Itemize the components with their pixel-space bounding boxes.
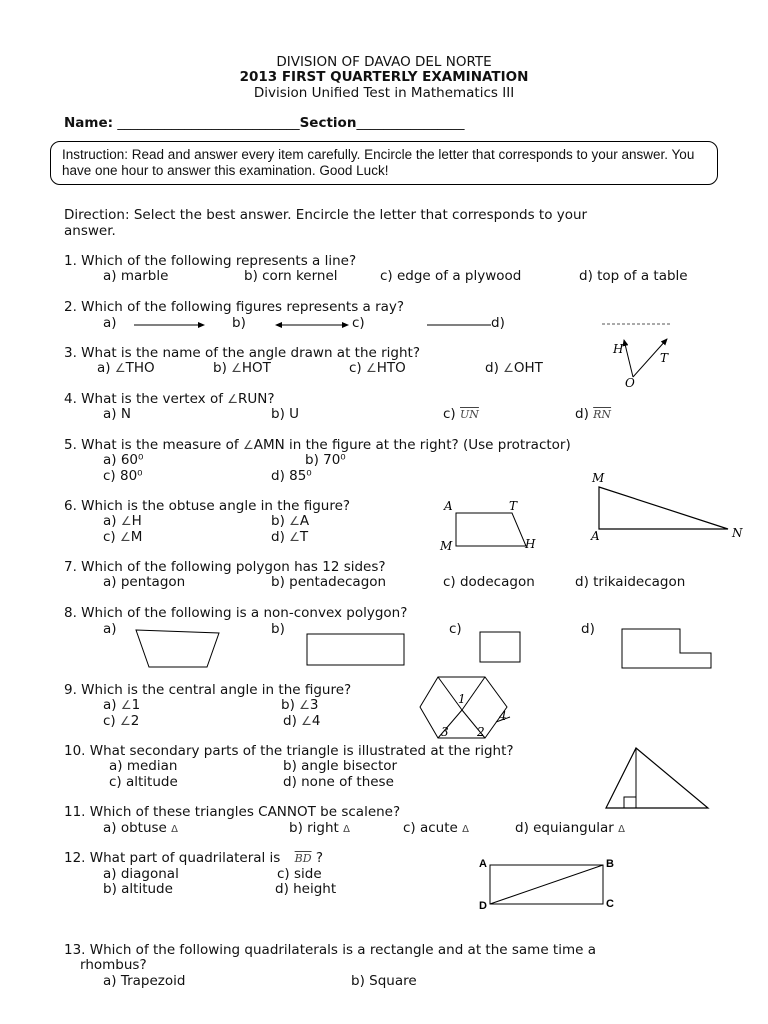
q12-choice-b[interactable]: b) altitude <box>103 881 173 897</box>
q8-text: 8. Which of the following is a non-convex polygon? <box>64 605 408 621</box>
q11-choice-b[interactable]: b) right Δ <box>289 820 350 836</box>
q8-choice-b[interactable]: b) <box>271 621 285 637</box>
q9-choice-a[interactable]: a) ∠1 <box>103 697 141 713</box>
q1-choice-d[interactable]: d) top of a table <box>579 268 688 284</box>
q2-choice-d[interactable]: d) <box>491 315 505 331</box>
q6-choice-a[interactable]: a) ∠H <box>103 513 142 529</box>
q3-choice-b[interactable]: b) ∠HOT <box>213 360 271 376</box>
q10-choice-b[interactable]: b) angle bisector <box>283 758 398 774</box>
q13-text-line-2: rhombus? <box>80 957 147 973</box>
q11-choice-d[interactable]: d) equiangular Δ <box>515 820 625 836</box>
q6-label-t: T <box>509 499 518 513</box>
instruction-box: Instruction: Read and answer every item carefully. Encircle the letter that corresponds to your answer. You have one hour to answer this examination. Good Luck! <box>50 141 718 185</box>
q5-label-n: N <box>732 526 743 540</box>
q12-choice-d[interactable]: d) height <box>275 881 337 897</box>
q9-choice-b[interactable]: b) ∠3 <box>281 697 319 713</box>
q9-text: 9. Which is the central angle in the figure? <box>64 682 352 698</box>
q5-choice-c[interactable]: c) 80⁰ <box>103 468 143 484</box>
q3-label-t: T <box>660 351 669 365</box>
section-label: Section <box>299 115 357 131</box>
q10-choice-d[interactable]: d) none of these <box>283 774 394 790</box>
q4-choice-d[interactable]: d) $\overline{RN}$ <box>575 406 612 422</box>
q2-text: 2. Which of the following figures represents a ray? <box>64 299 405 315</box>
name-field[interactable]: ___________________________ <box>117 115 300 131</box>
q2-choice-a[interactable]: a) <box>103 315 117 331</box>
q8-choice-c[interactable]: c) <box>449 621 462 637</box>
q12-text: 12. What part of quadrilateral is $\overline{BD}$ ? <box>64 850 324 866</box>
q11-choice-a[interactable]: a) obtuse Δ <box>103 820 178 836</box>
q3-label-h: H <box>613 342 624 356</box>
name-label: Name: <box>64 115 114 131</box>
q11-text: 11. Which of these triangles CANNOT be scalene? <box>64 804 401 820</box>
q3-choice-c[interactable]: c) ∠HTO <box>349 360 406 376</box>
q1-choice-b[interactable]: b) corn kernel <box>244 268 338 284</box>
q13-choice-a[interactable]: a) Trapezoid <box>103 973 186 989</box>
q12-label-b: B <box>606 858 614 870</box>
q1-choice-c[interactable]: c) edge of a plywood <box>380 268 522 284</box>
q10-choice-a[interactable]: a) median <box>109 758 178 774</box>
q5-choice-a[interactable]: a) 60⁰ <box>103 452 144 468</box>
q1-choice-a[interactable]: a) marble <box>103 268 169 284</box>
direction-line-1: Direction: Select the best answer. Encircle the letter that corresponds to your <box>64 207 588 223</box>
q11-choice-c[interactable]: c) acute Δ <box>403 820 469 836</box>
q5-choice-d[interactable]: d) 85⁰ <box>271 468 312 484</box>
q12-label-d: D <box>479 900 487 912</box>
q9-choice-c[interactable]: c) ∠2 <box>103 713 140 729</box>
q12-choice-a[interactable]: a) diagonal <box>103 866 179 882</box>
q8-choice-a[interactable]: a) <box>103 621 117 637</box>
q2-choice-c[interactable]: c) <box>352 315 365 331</box>
q4-choice-c[interactable]: c) $\overline{UN}$ <box>443 406 479 422</box>
q6-choice-b[interactable]: b) ∠A <box>271 513 310 529</box>
q6-text: 6. Which is the obtuse angle in the figure? <box>64 498 351 514</box>
q12-label-a: A <box>479 858 487 870</box>
q3-label-o: O <box>625 376 635 390</box>
q4-choice-b[interactable]: b) U <box>271 406 300 422</box>
q5-choice-b[interactable]: b) 70⁰ <box>305 452 346 468</box>
q7-choice-c[interactable]: c) dodecagon <box>443 574 535 590</box>
q7-choice-a[interactable]: a) pentagon <box>103 574 186 590</box>
q9-label-3: 3 <box>441 725 449 739</box>
q5-text: 5. What is the measure of ∠AMN in the figure at the right? (Use protractor) <box>64 437 571 453</box>
q10-choice-c[interactable]: c) altitude <box>109 774 178 790</box>
q6-label-m: M <box>440 539 453 553</box>
q7-choice-b[interactable]: b) pentadecagon <box>271 574 387 590</box>
q4-choice-a[interactable]: a) N <box>103 406 131 422</box>
q13-choice-b[interactable]: b) Square <box>351 973 417 989</box>
q6-label-a: A <box>444 499 453 513</box>
q1-text: 1. Which of the following represents a line? <box>64 253 357 269</box>
q9-label-2: 2 <box>477 725 485 739</box>
exam-subtitle: Division Unified Test in Mathematics III <box>253 85 515 101</box>
section-field[interactable]: ________________ <box>356 115 465 131</box>
division-title: DIVISION OF DAVAO DEL NORTE <box>276 54 492 70</box>
q9-label-4: 4 <box>499 709 507 723</box>
exam-title: 2013 FIRST QUARTERLY EXAMINATION <box>239 69 529 85</box>
q3-text: 3. What is the name of the angle drawn at the right? <box>64 345 420 361</box>
direction-line-2: answer. <box>64 223 116 239</box>
q12-choice-c[interactable]: c) side <box>277 866 322 882</box>
q5-label-m: M <box>592 471 605 485</box>
q2-choice-b[interactable]: b) <box>232 315 246 331</box>
q6-choice-d[interactable]: d) ∠T <box>271 529 309 545</box>
q7-text: 7. Which of the following polygon has 12 sides? <box>64 559 386 575</box>
q4-text: 4. What is the vertex of ∠RUN? <box>64 391 275 407</box>
q6-label-h: H <box>525 537 536 551</box>
q9-label-1: 1 <box>458 692 466 706</box>
q8-choice-d[interactable]: d) <box>581 621 595 637</box>
q13-text-line-1: 13. Which of the following quadrilaterals is a rectangle and at the same time a <box>64 942 596 958</box>
q3-choice-d[interactable]: d) ∠OHT <box>485 360 543 376</box>
q10-text: 10. What secondary parts of the triangle is illustrated at the right? <box>64 743 514 759</box>
q3-choice-a[interactable]: a) ∠THO <box>97 360 155 376</box>
q7-choice-d[interactable]: d) trikaidecagon <box>575 574 686 590</box>
q5-label-a: A <box>591 529 600 543</box>
q6-choice-c[interactable]: c) ∠M <box>103 529 143 545</box>
q12-label-c: C <box>606 898 614 910</box>
q9-choice-d[interactable]: d) ∠4 <box>283 713 321 729</box>
